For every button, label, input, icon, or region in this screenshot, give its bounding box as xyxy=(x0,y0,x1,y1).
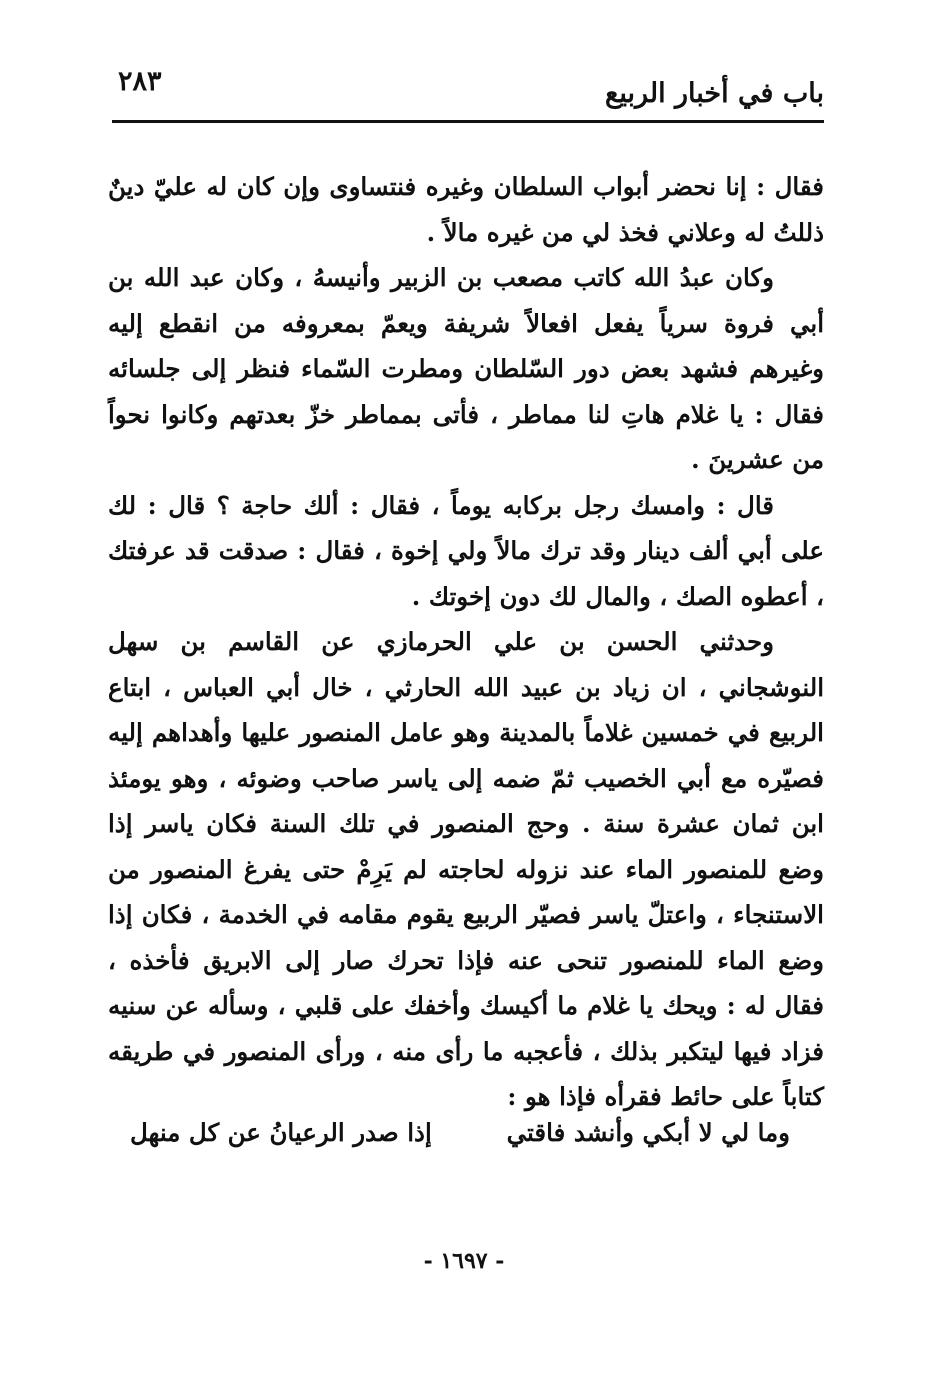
page-number: ٢٨٣ xyxy=(118,66,162,97)
paragraph-1: فقال : إنا نحضر أبواب السلطان وغيره فنتساوى وإن كان له عليّ دينٌ ذللتُ له وعلاني فخذ لي من غيره مالاً . xyxy=(108,172,824,247)
paragraph-2: وكان عبدُ الله كاتب مصعب بن الزبير وأنيسهُ ، وكان عبد الله بن أبي فروة سرياً يفعل افعالاً شريفة ويعمّ بمعروفه من انقطع إليه وغيرهم فشهد بعض دور السّلطان ومطرت السّماء فنظر إلى جلسائه فقال : يا غلام هاتِ لنا مماطر ، فأتى بمماطر خزّ بعدتهم وكانوا نحواً من عشرينَ . xyxy=(108,263,824,474)
header-divider xyxy=(112,120,824,123)
paragraph-3: قال : وامسك رجل بركابه يوماً ، فقال : ألك حاجة ؟ قال : لك على أبي ألف دينار وقد ترك مالاً ولي إخوة ، فقال : صدقت قد عرفتك ، أعطوه الصك ، والمال لك دون إخوتك . xyxy=(108,490,824,611)
body-text xyxy=(108,164,824,1120)
verse-second-hemistich: إذا صدر الرعيانُ عن كل منهل xyxy=(130,1118,432,1147)
poem-verse xyxy=(130,1118,790,1164)
running-header xyxy=(112,60,824,118)
verse-first-hemistich: وما لي لا أبكي وأنشد فاقتي xyxy=(506,1118,790,1147)
footer-folio: - ١٦٩٧ - xyxy=(423,1248,505,1274)
paragraph-4: وحدثني الحسن بن علي الحرمازي عن القاسم بن سهل النوشجاني ، ان زياد بن عبيد الله الحارثي ، خال أبي العباس ، ابتاع الربيع في خمسين غلاماً بالمدينة وهو عامل المنصور عليها وأهداهم إليه فصيّره مع أبي الخصيب ثمّ ضمه إلى ياسر صاحب وضوئه ، وهو يومئذ ابن ثمان عشرة سنة . وحج المنصور في تلك السنة فكان ياسر إذا وضع للمنصور الماء عند نزوله لحاجته لم يَرِمْ حتى يفرغ المنصور من الاستنجاء ، واعتلّ ياسر فصيّر الربيع يقوم مقامه في الخدمة ، فكان إذا وضع الماء للمنصور تنحى عنه فإذا تحرك صار إلى الابريق فأخذه ، فقال له : ويحك يا غلام ما أكيسك وأخفك على قلبي ، وسأله عن سنيه فزاد فيها ليتكبر بذلك ، فأعجبه ما رأى منه ، ورأى المنصور في طريقه كتاباً على حائط فقرأه فإذا هو : xyxy=(108,627,824,1111)
chapter-title: باب في أخبار الربيع xyxy=(604,78,824,109)
